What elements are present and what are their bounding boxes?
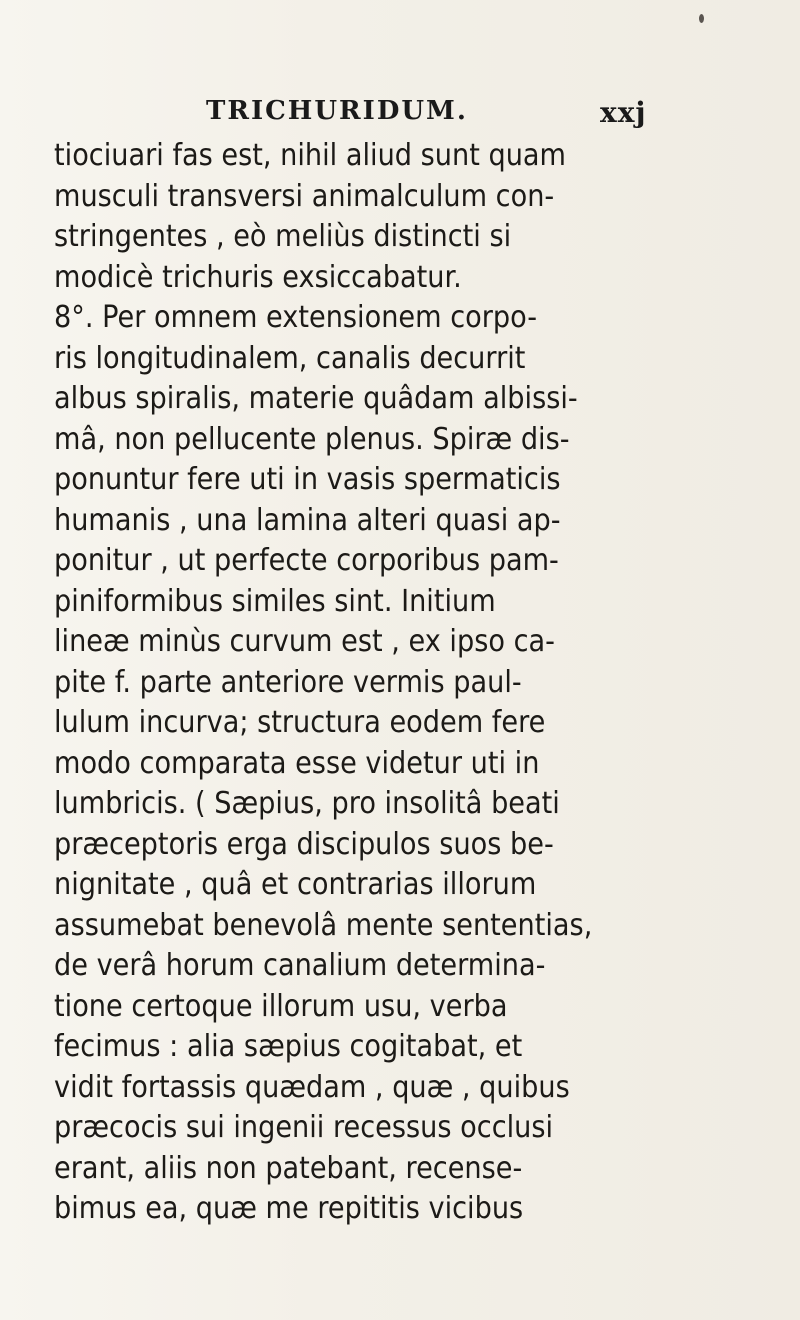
body-text [54,136,754,1230]
text-line: musculi transversi animalculum con- [54,178,555,214]
text-line: præcocis sui ingenii recessus occlusi [54,1110,554,1145]
text-line: assumebat benevolâ mente sententias, [54,907,593,943]
page-header [0,96,800,136]
text-line: ponitur , ut perfecte corporibus pam- [54,543,559,578]
text-line: pite f. parte anteriore vermis paul- [54,664,522,700]
text-line: vidit fortassis quædam , quæ , quibus [54,1069,570,1105]
text-line: albus spiralis, materie quâdam albissi- [54,381,578,416]
text-line: lineæ minùs curvum est , ex ipso ca- [54,624,555,659]
running-head: TRICHURIDUM. [206,96,468,126]
page-number: xxj [600,96,647,129]
text-line: de verâ horum canalium determina- [54,948,546,983]
text-line: mâ, non pellucente plenus. Spiræ dis- [54,421,570,457]
text-line: humanis , una lamina alteri quasi ap- [54,502,561,538]
text-line: nignitate , quâ et contrarias illorum [54,867,537,902]
text-line: tione certoque illorum usu, verba [54,988,508,1024]
text-line: modo comparata esse videtur uti in [54,745,540,781]
text-line: lumbricis. ( Sæpius, pro insolitâ beati [54,786,560,821]
ink-speck [699,14,704,23]
text-line: 8°. Per omnem extensionem corpo- [54,300,538,335]
text-line: stringentes , eò meliùs distincti si [54,219,512,254]
text-line: erant, aliis non patebant, recense- [54,1150,523,1186]
text-line: modicè trichuris exsiccabatur. [54,259,462,295]
text-line: ponuntur fere uti in vasis spermaticis [54,462,561,497]
text-line: tiociuari fas est, nihil aliud sunt quam [54,138,567,173]
text-line: piniformibus similes sint. Initium [54,583,496,619]
text-line: præceptoris erga discipulos suos be- [54,826,554,862]
text-line: lulum incurva; structura eodem fere [54,705,546,740]
text-line: ris longitudinalem, canalis decurrit [54,340,526,376]
text-line: bimus ea, quæ me repititis vicibus [54,1191,524,1226]
text-line: fecimus : alia sæpius cogitabat, et [54,1029,523,1064]
